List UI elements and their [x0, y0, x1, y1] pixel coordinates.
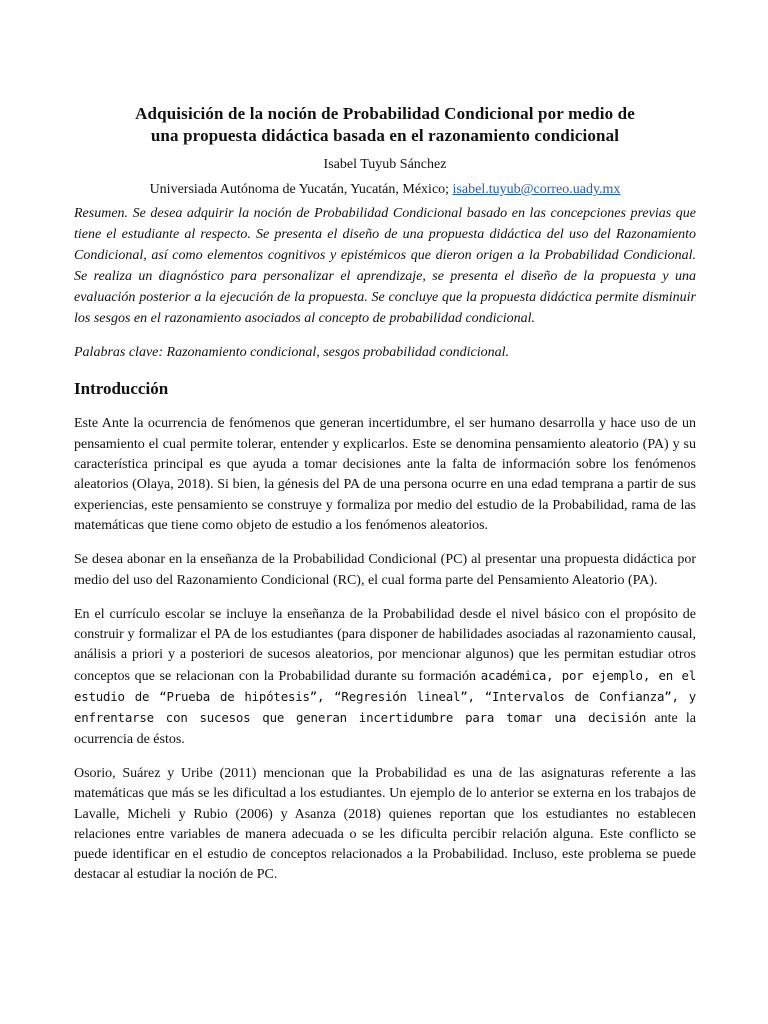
intro-paragraph-3-part-2: académica, por ejemplo, en el estudio de “Prueba de hipótesis”, “Regresión lineal”, “Intervalos de Confianza”, y enfrentarse con sucesos que generan incertidumbre para tomar una decisión: [74, 667, 696, 726]
abstract: Resumen. Se desea adquirir la noción de Probabilidad Condicional basado en las concepciones previas que tiene el estudiante al respecto. Se presenta el diseño de una propuesta didáctica del uso del Razonamiento Condicional, así como elementos cognitivos y epistémicos que dieron origen a la Probabilidad Condicional. Se realiza un diagnóstico para personalizar el aprendizaje, se presenta el diseño de la propuesta y una evaluación posterior a la ejecución de la propuesta. Se concluye que la propuesta didáctica permite disminuir los sesgos en el razonamiento asociados al concepto de probabilidad condicional.: [74, 206, 696, 326]
section-heading-introduction: Introducción: [74, 379, 169, 399]
intro-paragraph-3: [74, 605, 696, 750]
affiliation-text: Universiada Autónoma de Yucatán, Yucatán, México;: [149, 182, 453, 197]
paper-title: [74, 103, 696, 147]
intro-paragraph-3-part-1: En el currículo escolar se incluye la enseñanza de la Probabilidad desde el nivel básico con el propósito de construir y formalizar el PA de los estudiantes (para disponer de habilidades asociadas al razonamiento causal, análisis a priori y a posteriori de sucesos aleatorios, por mencionar algunos) que les permitan estudiar otros conceptos que se relacionan con la Probabilidad durante su formación: [74, 606, 696, 684]
keywords: Palabras clave: Razonamiento condicional, sesgos probabilidad condicional.: [74, 345, 509, 361]
author-email-link[interactable]: isabel.tuyub@correo.uady.mx: [452, 182, 621, 197]
paper-title-line-1: Adquisición de la noción de Probabilidad Condicional por medio de: [135, 104, 635, 123]
author-name: Isabel Tuyub Sánchez: [323, 157, 447, 172]
paper-title-line-2: una propuesta didáctica basada en el razonamiento condicional: [150, 126, 620, 145]
intro-paragraph-3-part-3: ante la ocurrencia de éstos.: [74, 711, 697, 747]
intro-paragraph-4: Osorio, Suárez y Uribe (2011) mencionan que la Probabilidad es una de las asignaturas referente a las matemáticas que más se les dificultad a los estudiantes. Un ejemplo de lo anterior se externa en los trabajos de Lavalle, Micheli y Rubio (2006) y Asanza (2018) quienes reportan que los estudiantes no establecen relaciones entre variables de manera adecuada o se les dificulta percibir relación alguna. Este conflicto se puede identificar en el estudio de conceptos relacionados a la Probabilidad. Incluso, este problema se puede destacar al estudiar la noción de PC.: [74, 765, 696, 883]
intro-paragraph-2: Se desea abonar en la enseñanza de la Probabilidad Condicional (PC) al presentar una propuesta didáctica por medio del uso del Razonamiento Condicional (RC), el cual forma parte del Pensamiento Aleatorio (PA).: [74, 552, 696, 588]
paper-page: [74, 103, 696, 900]
intro-paragraph-1: Este Ante la ocurrencia de fenómenos que generan incertidumbre, el ser humano desarrolla y hace uso de un pensamiento el cual permite tolerar, entender y explicarlos. Este se denomina pensamiento aleatorio (PA) y su característica principal es que ayuda a tomar decisiones ante la falta de información sobre los fenómenos aleatorios (Olaya, 2018). Si bien, la génesis del PA de una persona ocurre en una edad temprana a partir de sus experiencias, este pensamiento se construye y formaliza por medio del estudio de la Probabilidad, rama de las matemáticas que tiene como objeto de estudio a los fenómenos aleatorios.: [74, 416, 696, 533]
affiliation: [74, 181, 696, 199]
